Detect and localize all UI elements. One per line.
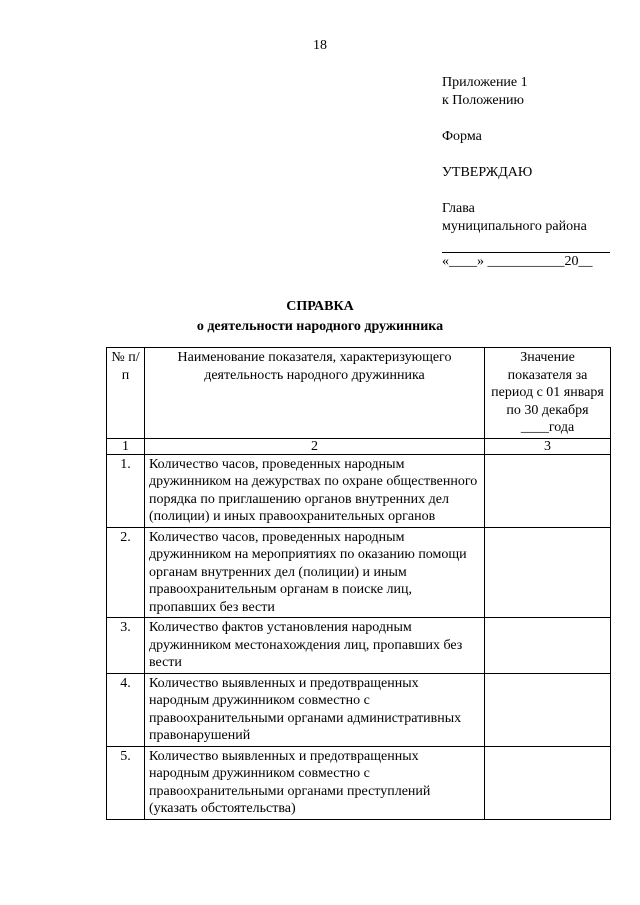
row-value[interactable] xyxy=(485,527,611,618)
head-label: Глава xyxy=(442,201,475,216)
row-number: 1. xyxy=(107,454,145,527)
signature-line xyxy=(442,236,610,253)
form-label: Форма xyxy=(442,129,482,144)
report-table xyxy=(106,347,611,820)
header-value: Значение показателя за период с 01 января по 30 декабря ____года xyxy=(485,348,611,439)
header-indicator: Наименование показателя, характеризующего деятельность народного дружинника xyxy=(145,348,485,439)
row-number: 4. xyxy=(107,673,145,746)
table-row xyxy=(107,746,611,819)
appendix-label: Приложение 1 xyxy=(442,75,528,90)
table-row xyxy=(107,454,611,527)
row-value[interactable] xyxy=(485,673,611,746)
approve-label: УТВЕРЖДАЮ xyxy=(442,165,533,180)
row-value[interactable] xyxy=(485,746,611,819)
column-number: 3 xyxy=(485,438,611,454)
column-number-row xyxy=(107,438,611,454)
row-number: 5. xyxy=(107,746,145,819)
document-title xyxy=(0,297,640,337)
row-value[interactable] xyxy=(485,454,611,527)
table-row xyxy=(107,527,611,618)
date-line: «____» ___________20__ xyxy=(442,254,593,269)
page-number: 18 xyxy=(313,38,327,53)
title-main: СПРАВКА xyxy=(286,299,354,314)
regulation-label: к Положению xyxy=(442,93,525,108)
table-row xyxy=(107,618,611,674)
column-number: 1 xyxy=(107,438,145,454)
row-indicator: Количество выявленных и предотвращенных народным дружинником совместно с правоохранительными органами административных правонарушений xyxy=(145,673,485,746)
row-indicator: Количество часов, проведенных народным дружинником на мероприятиях по оказанию помощи органам внутренних дел (полиции) и иным правоохранительным органам в поиске лиц, пропавших без вести xyxy=(145,527,485,618)
row-indicator: Количество фактов установления народным дружинником местонахождения лиц, пропавших без вести xyxy=(145,618,485,674)
approval-block xyxy=(442,74,612,271)
district-label: муниципального района xyxy=(442,219,587,234)
header-row xyxy=(107,348,611,439)
row-indicator: Количество выявленных и предотвращенных народным дружинником совместно с правоохранительными органами преступлений (указать обстоятельства) xyxy=(145,746,485,819)
row-number: 3. xyxy=(107,618,145,674)
row-indicator: Количество часов, проведенных народным дружинником на дежурствах по охране общественного порядка по приглашению органов внутренних дел (полиции) и иных правоохранительных органов xyxy=(145,454,485,527)
title-sub: о деятельности народного дружинника xyxy=(196,319,444,334)
header-number: № п/п xyxy=(107,348,145,439)
table-row xyxy=(107,673,611,746)
row-value[interactable] xyxy=(485,618,611,674)
column-number: 2 xyxy=(145,438,485,454)
row-number: 2. xyxy=(107,527,145,618)
